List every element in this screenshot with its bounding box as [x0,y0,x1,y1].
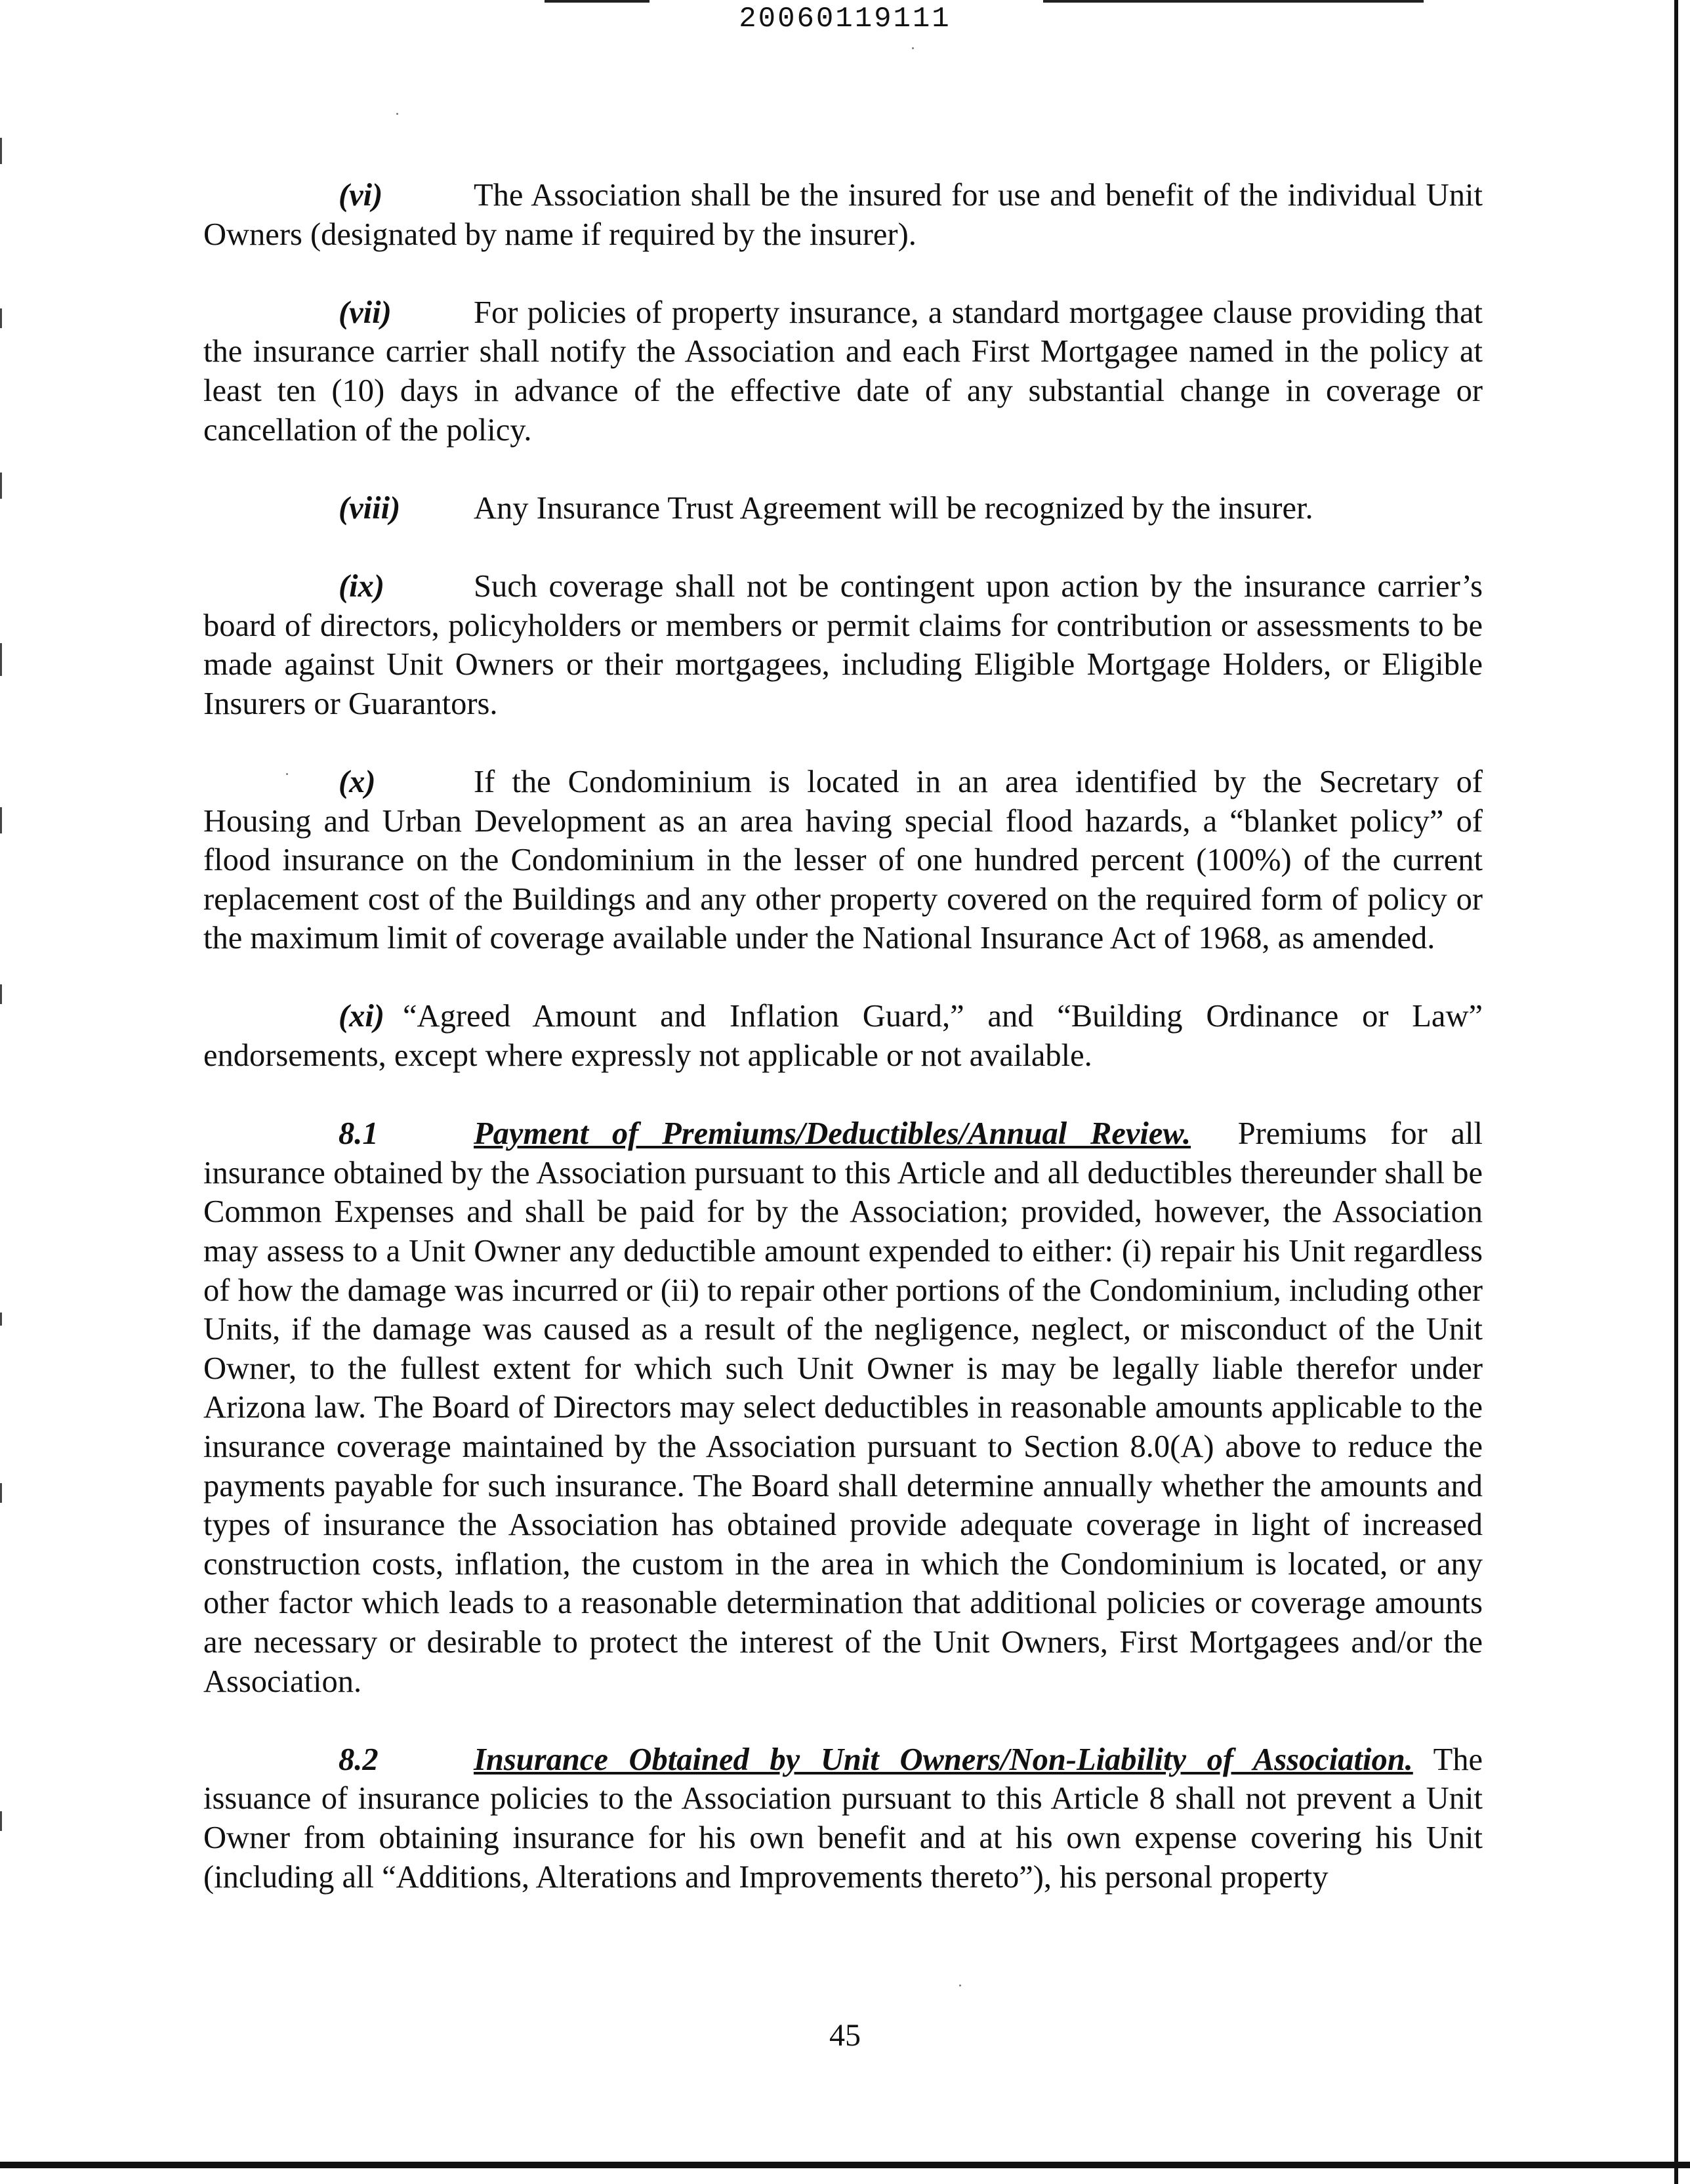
scan-speck [396,113,398,115]
scan-bottom-border [0,2162,1690,2168]
clause-ix [203,567,1483,723]
clause-vii [203,293,1483,450]
section-number: 8.2 [339,1742,379,1777]
clause-text: For policies of property insurance, a standard mortgagee clause providing that the insurance carrier shall notify the Association and each First Mortgagee named in the policy at least ten (10) days in advance of the effective date of any substantial change in coverage or cancellation of the policy. [203,295,1483,448]
scan-edge-mark [0,1483,2,1503]
page-number: 45 [829,2018,861,2053]
scan-edge-mark [0,472,2,499]
clause-text: Such coverage shall not be contingent upon action by the insurance carrier’s board of directors, policyholders or members or permit claims for contribution or assessments to be made against Unit Owners or their mortgagees, including Eligible Mortgage Holders, or Eligible Insurers or Guarantors. [203,568,1483,721]
document-body [203,176,1483,1936]
clause-number: (vi) [339,178,383,213]
clause-text: “Agreed Amount and Inflation Guard,” and “Building Ordinance or Law” endorsements, except where expressly not applicable or not available. [203,999,1483,1074]
scan-edge-mark [0,984,2,1004]
scan-edge-mark [0,1312,2,1326]
scan-edge-mark [0,1811,2,1831]
scan-speck [959,1984,961,1986]
section-text: The issuance of insurance policies to the Association pursuant to this Article 8 shall not prevent a Unit Owner from obtaining insurance for his own benefit and at his own expense covering his Unit (including all “Additions, Alterations and Improvements thereto”), his personal property [203,1742,1483,1895]
clause-text: Any Insurance Trust Agreement will be recognized by the insurer. [474,490,1313,526]
clause-number: (ix) [339,568,385,604]
section-heading: Insurance Obtained by Unit Owners/Non-Liability of Association. [474,1742,1413,1777]
section-heading: Payment of Premiums/Deductibles/Annual Review. [474,1116,1191,1152]
clause-text: The Association shall be the insured for use and benefit of the individual Unit Owners (designated by name if required by the insurer). [203,178,1483,252]
clause-vi [203,176,1483,254]
scan-edge-mark [0,643,2,676]
clause-viii [203,489,1483,528]
scan-right-border [1674,0,1678,2184]
scan-speck [912,47,914,49]
clause-number: (xi) [339,999,385,1034]
scan-edge-mark [0,308,2,328]
section-text: Premiums for all insurance obtained by the Association pursuant to this Article and all deductibles thereunder shall be Common Expenses and shall be paid for by the Association; provided, however, the Association may assess to a Unit Owner any deductible amount expended to either: (i) repair his Unit regardless of how the damage was incurred or (ii) to repair other portions of the Condominium, including other Units, if the damage was caused as a result of the negligence, neglect, or misconduct of the Unit Owner, to the fullest extent for which such Unit Owner is may be legally liable therefor under Arizona law. The Board of Directors may select deductibles in reasonable amounts applicable to the insurance coverage maintained by the Association pursuant to Section 8.0(A) above to reduce the payments payable for such insurance. The Board shall determine annually whether the amounts and types of insurance the Association has obtained provide adequate coverage in light of increased construction costs, inflation, the custom in the area in which the Condominium is located, or any other factor which leads to a reasonable determination that additional policies or coverage amounts are necessary or desirable to protect the interest of the Unit Owners, First Mortgagees and/or the Association. [203,1116,1483,1699]
section-number: 8.1 [339,1116,379,1152]
scan-edge-mark [0,138,2,164]
scan-edge-mark [0,807,2,833]
document-number: 20060119111 [739,3,951,35]
clause-x [203,763,1483,958]
section-8-2 [203,1740,1483,1897]
clause-number: (x) [339,764,376,799]
clause-xi [203,997,1483,1075]
clause-number: (vii) [339,295,392,330]
section-8-1 [203,1114,1483,1701]
clause-text: If the Condominium is located in an area identified by the Secretary of Housing and Urban Development as an area having special flood hazards, a “blanket policy” of flood insurance on the Condominium in the lesser of one hundred percent (100%) of the current replacement cost of the Buildings and any other property covered on the required form of policy or the maximum limit of coverage available under the National Insurance Act of 1968, as amended. [203,764,1483,956]
clause-number: (viii) [339,490,401,526]
